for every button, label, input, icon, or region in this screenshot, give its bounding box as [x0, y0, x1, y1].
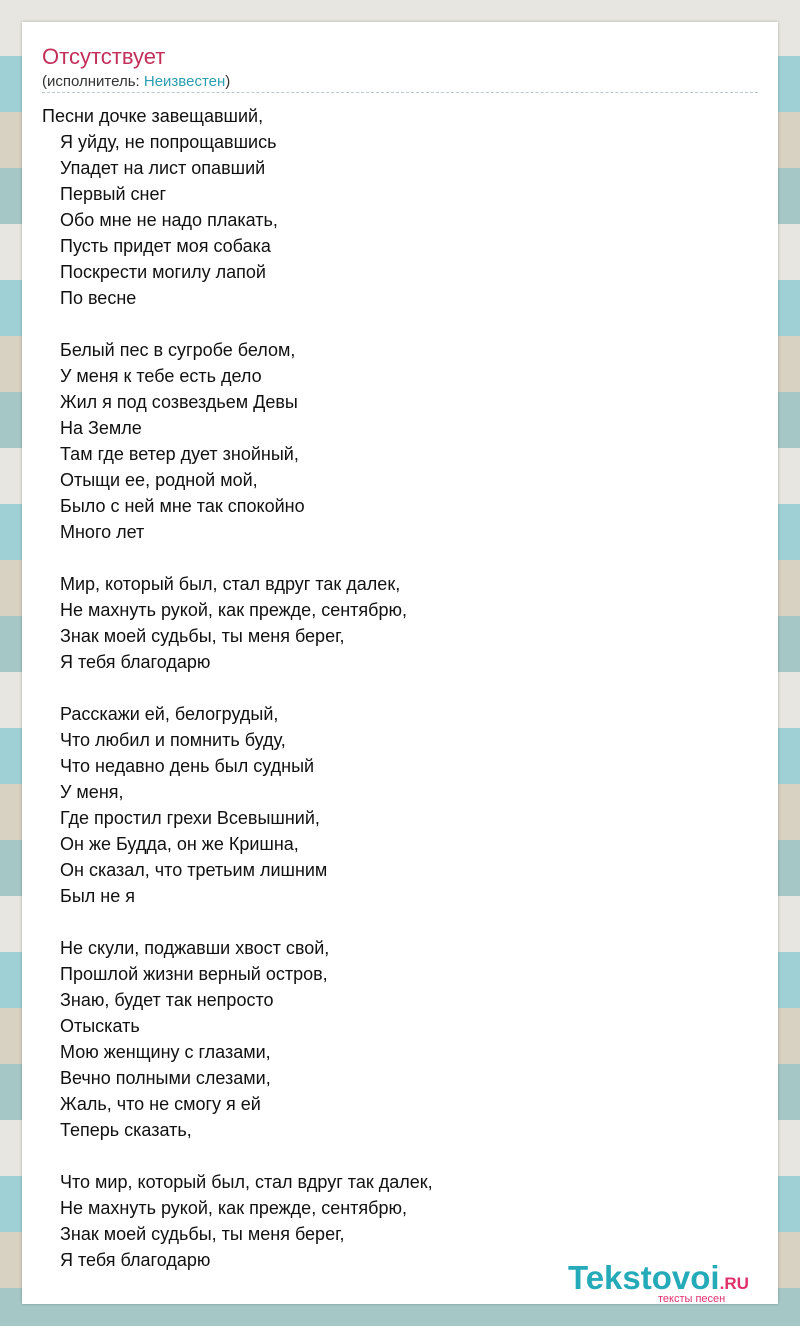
- lyric-line: Знак моей судьбы, ты меня берег,: [60, 626, 345, 646]
- lyric-line: Белый пес в сугробе белом,: [60, 340, 296, 360]
- lyric-line: Там где ветер дует знойный,: [60, 444, 299, 464]
- lyric-line: Где простил грехи Всевышний,: [60, 808, 320, 828]
- lyric-line: Пусть придет моя собака: [60, 236, 271, 256]
- lyric-line: Был не я: [60, 886, 135, 906]
- stanza-break: [42, 1143, 433, 1169]
- lyric-line: Что любил и помнить буду,: [60, 730, 286, 750]
- lyric-line: Теперь сказать,: [60, 1120, 192, 1140]
- lyrics-text: [42, 103, 433, 1273]
- artist-suffix: ): [225, 73, 231, 90]
- lyric-line: Я тебя благодарю: [60, 652, 211, 672]
- artist-link[interactable]: Неизвестен: [143, 73, 226, 90]
- lyric-line: Много лет: [60, 522, 145, 542]
- lyric-line: Расскажи ей, белогрудый,: [60, 704, 279, 724]
- artist-line: [42, 73, 230, 91]
- lyric-line: Не махнуть рукой, как прежде, сентябрю,: [60, 1198, 407, 1218]
- artist-prefix: (исполнитель:: [42, 73, 144, 90]
- lyric-line: Не махнуть рукой, как прежде, сентябрю,: [60, 600, 407, 620]
- lyric-line: Поскрести могилу лапой: [60, 262, 266, 282]
- lyric-line: У меня,: [60, 782, 124, 802]
- lyrics-card: [22, 22, 778, 1304]
- lyric-line: Обо мне не надо плакать,: [60, 210, 278, 230]
- lyric-line: Знаю, будет так непросто: [60, 990, 274, 1010]
- logo-name: Tekstovoi: [568, 1259, 720, 1296]
- lyric-line: Он же Будда, он же Кришна,: [60, 834, 299, 854]
- lyric-line: Отыщи ее, родной мой,: [60, 470, 258, 490]
- lyric-line: По весне: [60, 288, 137, 308]
- logo-tagline: тексты песен: [658, 1293, 726, 1305]
- lyric-line: Жил я под созвездьем Девы: [60, 392, 298, 412]
- stanza-break: [42, 545, 433, 571]
- lyric-line: Мою женщину с глазами,: [60, 1042, 271, 1062]
- lyric-line: Я уйду, не попрощавшись: [60, 132, 277, 152]
- stanza-break: [42, 909, 433, 935]
- lyric-line: Мир, который был, стал вдруг так далек,: [60, 574, 401, 594]
- lyric-line: Не скули, поджавши хвост свой,: [60, 938, 330, 958]
- lyric-line: Я тебя благодарю: [60, 1250, 211, 1270]
- stanza-break: [42, 311, 433, 337]
- lyric-line: Упадет на лист опавший: [60, 158, 266, 178]
- lyric-line: Отыскать: [60, 1016, 140, 1036]
- lyric-line: Песни дочке завещавший,: [42, 106, 264, 126]
- lyric-line: На Земле: [60, 418, 142, 438]
- song-title: Отсутствует: [42, 44, 166, 69]
- lyric-line: Что мир, который был, стал вдруг так далек,: [60, 1172, 433, 1192]
- divider: [42, 92, 758, 93]
- lyric-line: Прошлой жизни верный остров,: [60, 964, 328, 984]
- lyric-line: Что недавно день был судный: [60, 756, 315, 776]
- site-logo[interactable]: [568, 1258, 778, 1304]
- stanza-break: [42, 675, 433, 701]
- lyric-line: Было с ней мне так спокойно: [60, 496, 305, 516]
- lyric-line: У меня к тебе есть дело: [60, 366, 262, 386]
- lyric-line: Он сказал, что третьим лишним: [60, 860, 328, 880]
- lyric-line: Жаль, что не смогу я ей: [60, 1094, 261, 1114]
- lyric-line: Первый снег: [60, 184, 167, 204]
- lyric-line: Знак моей судьбы, ты меня берег,: [60, 1224, 345, 1244]
- logo-tld: .RU: [719, 1274, 749, 1293]
- lyric-line: Вечно полными слезами,: [60, 1068, 271, 1088]
